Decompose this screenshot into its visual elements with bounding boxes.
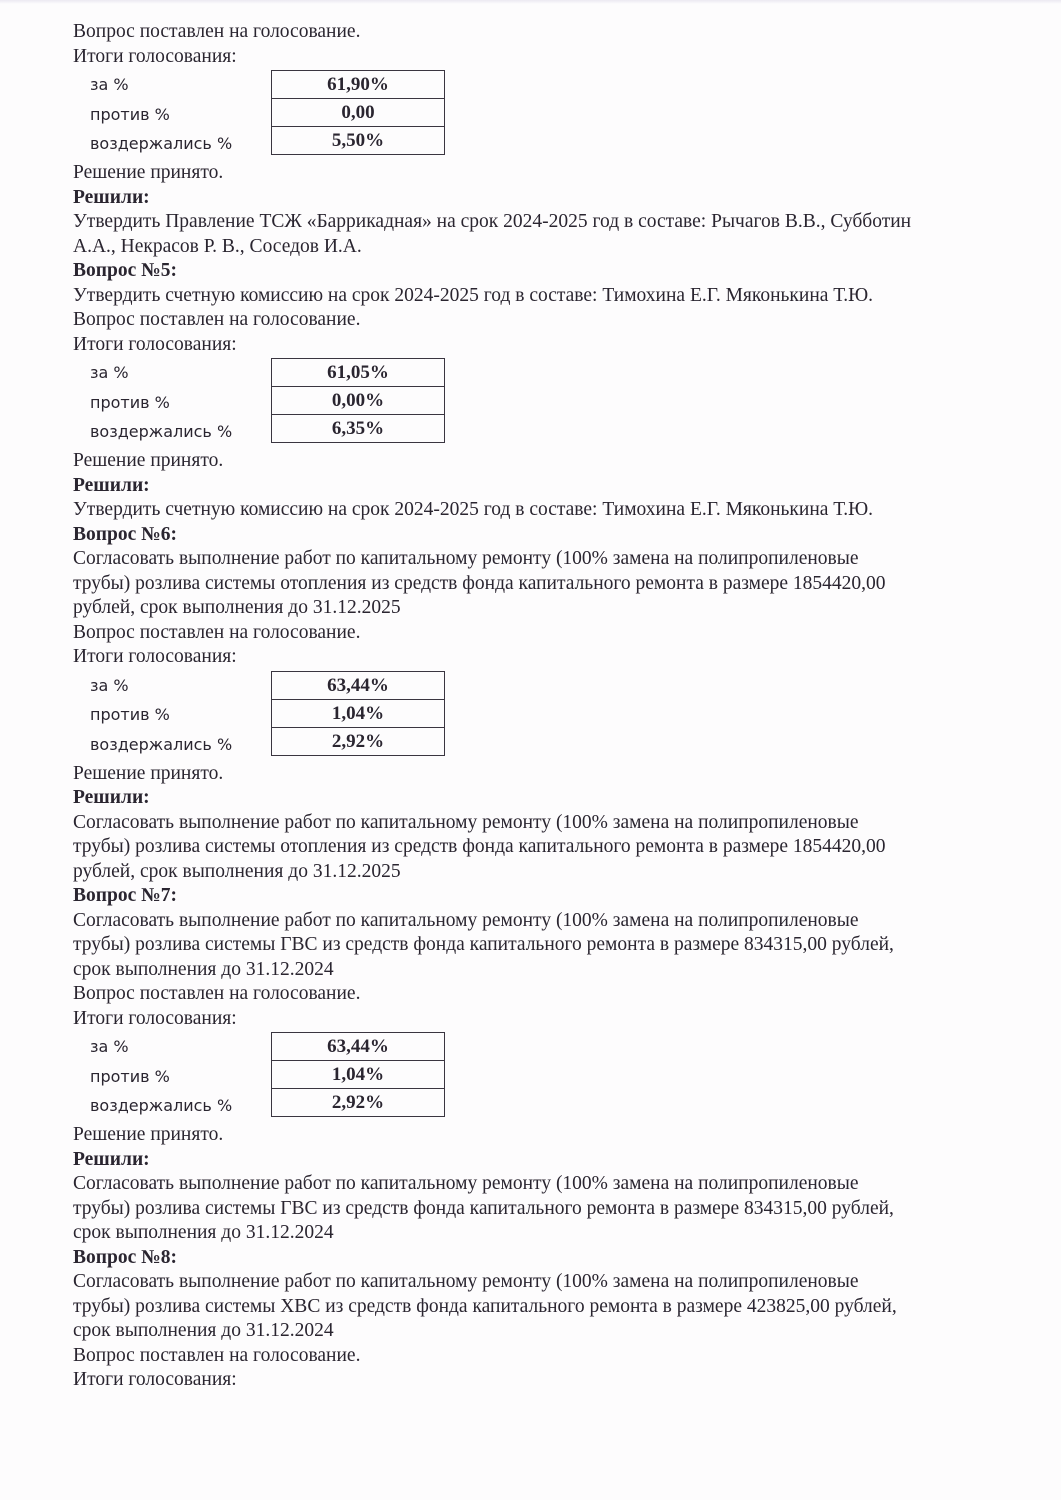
resolved-text: трубы) розлива системы отопления из средств фонда капитального ремонта в размере 1854420,00 [73,836,886,857]
vote-value-for: 63,44% [272,671,445,699]
question-text: рублей, срок выполнения до 31.12.2025 [73,597,401,618]
voting-put-text: Вопрос поставлен на голосование. [73,621,361,643]
resolved-heading: Решили: [73,787,150,808]
results-label: Итоги голосования: [73,333,237,355]
resolved-text: рублей, срок выполнения до 31.12.2025 [73,860,401,882]
resolved-text: Утвердить счетную комиссию на срок 2024-2025 год в составе: Тимохина Е.Г. Мяконькина Т.Ю. [73,499,874,520]
decision-text: Решение принято. [73,450,224,471]
resolved-text: Согласовать выполнение работ по капитальному ремонту (100% замена на полипропиленовые [73,811,859,833]
vote-label-abstain: воздержались % [90,134,233,153]
vote-label-against: против % [90,392,170,412]
vote-table [271,671,445,756]
question-heading-6: Вопрос №6: [73,523,177,545]
question-text: срок выполнения до 31.12.2024 [73,1320,334,1341]
vote-value-for: 61,05% [272,359,445,387]
resolved-heading: Решили: [73,186,150,208]
vote-table [271,358,445,443]
vote-value-against: 0,00% [272,387,445,415]
question-text: трубы) розлива системы ГВС из средств фонда капитального ремонта в размере 834315,00 рублей, [73,934,894,955]
document-page [73,20,981,1393]
results-label: Итоги голосования: [73,45,237,67]
resolved-heading: Решили: [73,474,150,496]
question-heading-8: Вопрос №8: [73,1246,177,1268]
vote-results-q5 [73,358,981,448]
vote-label-for: за % [90,75,129,94]
results-label: Итоги голосования: [73,1007,237,1029]
vote-value-abstain: 6,35% [272,415,445,443]
vote-label-for: за % [90,363,129,382]
question-text: Согласовать выполнение работ по капитальному ремонту (100% замена на полипропиленовые [73,1271,859,1292]
vote-value-abstain: 5,50% [272,127,445,155]
resolved-heading: Решили: [73,1148,150,1170]
vote-label-abstain: воздержались % [90,734,233,754]
vote-value-against: 0,00 [272,99,445,127]
question-heading-5: Вопрос №5: [73,260,177,281]
vote-value-against: 1,04% [272,699,445,727]
results-label: Итоги голосования: [73,1369,237,1390]
vote-results-q6 [73,671,981,761]
question-text: Согласовать выполнение работ по капитальному ремонту (100% замена на полипропиленовые [73,909,859,931]
question-text: Утвердить счетную комиссию на срок 2024-2025 год в составе: Тимохина Е.Г. Мяконькина Т.Ю. [73,284,874,306]
vote-table [271,1032,445,1117]
vote-value-for: 63,44% [272,1033,445,1061]
question-text: срок выполнения до 31.12.2024 [73,958,334,980]
vote-label-against: против % [90,705,170,724]
question-text: трубы) розлива системы ХВС из средств фонда капитального ремонта в размере 423825,00 рублей, [73,1295,897,1317]
vote-label-against: против % [90,1066,170,1086]
decision-text: Решение принято. [73,162,224,183]
vote-value-abstain: 2,92% [272,1089,445,1117]
resolved-text: Утвердить Правление ТСЖ «Баррикадная» на срок 2024-2025 год в составе: Рычагов В.В., Субботин [73,211,912,232]
voting-put-text: Вопрос поставлен на голосование. [73,1344,361,1366]
vote-results-q4 [73,70,981,160]
vote-value-against: 1,04% [272,1061,445,1089]
vote-label-for: за % [90,675,129,695]
decision-text: Решение принято. [73,762,224,784]
vote-value-abstain: 2,92% [272,727,445,755]
resolved-text: срок выполнения до 31.12.2024 [73,1222,334,1243]
vote-results-q7 [73,1032,981,1122]
voting-put-text: Вопрос поставлен на голосование. [73,309,361,330]
scan-top-edge [0,0,1061,4]
voting-put-text: Вопрос поставлен на голосование. [73,983,361,1004]
question-heading-7: Вопрос №7: [73,885,177,906]
vote-label-for: за % [90,1037,129,1056]
vote-label-abstain: воздержались % [90,422,233,441]
results-label: Итоги голосования: [73,646,237,667]
resolved-text: А.А., Некрасов Р. В., Соседов И.А. [73,235,362,257]
vote-label-against: против % [90,104,170,124]
resolved-text: трубы) розлива системы ГВС из средств фонда капитального ремонта в размере 834315,00 рублей, [73,1197,894,1219]
vote-table [271,70,445,155]
question-text: Согласовать выполнение работ по капитальному ремонту (100% замена на полипропиленовые [73,548,859,569]
voting-put-text: Вопрос поставлен на голосование. [73,21,361,42]
vote-label-abstain: воздержались % [90,1096,233,1115]
resolved-text: Согласовать выполнение работ по капитальному ремонту (100% замена на полипропиленовые [73,1173,859,1194]
vote-value-for: 61,90% [272,71,445,99]
decision-text: Решение принято. [73,1124,224,1145]
question-text: трубы) розлива системы отопления из средств фонда капитального ремонта в размере 1854420,00 [73,572,886,594]
